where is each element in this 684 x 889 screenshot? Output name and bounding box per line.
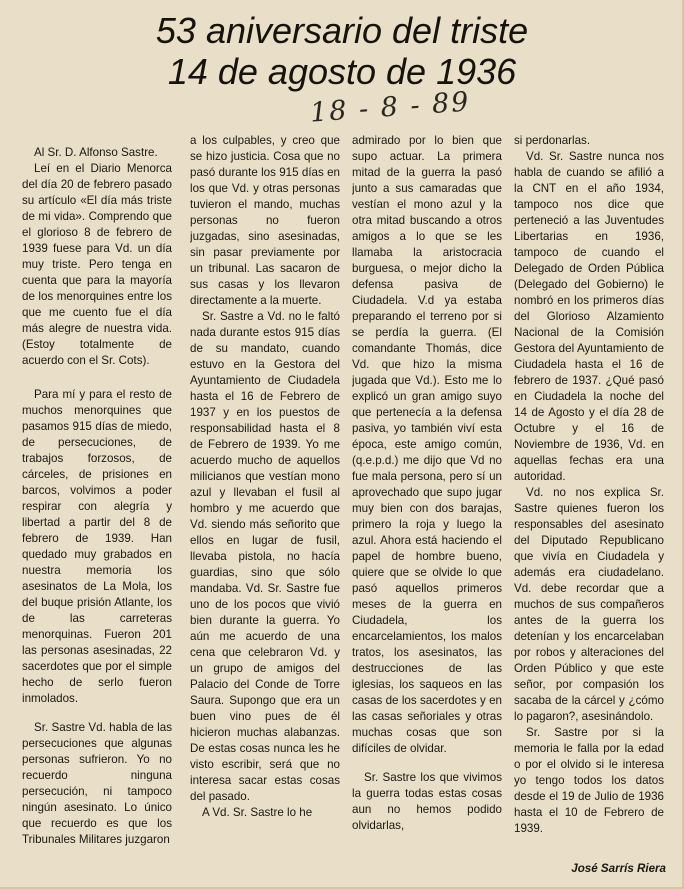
paragraph: Sr. Sastre a Vd. no le faltó nada durante estos 915 días de su mandato, cuando estuvo en la Gestora del Ayuntamiento de Ciudadela hasta el 16 de Febrero de 1937 y en los puestos de responsabilidad hasta el 8 de Febrero de 1939. Yo me acuerdo mucho de aquellos milicianos que vestían mono azul y llevaban el fusil al hombro y me acuerdo que Vd. siendo más señorito que ellos en lugar de fusil, llevaba pistola, no hacía guardias, sino que sólo mandaba. Vd. Sr. Sastre fue uno de los pocos que vivió bien durante la guerra. Yo aún me acuerdo de una cena que celebraron Vd. y un grupo de amigos del Palacio del Conde de Torre Saura. Supongo que era un buen vino pues de él hicieron muchas alabanzas. De estas cosas nunca les he visto escribir, será que no interesa sacar estas cosas del pasado. — [190, 310, 340, 803]
column-1 — [22, 145, 172, 848]
headline-line-1: 53 aniversario del triste — [155, 10, 529, 51]
paragraph: Sr. Sastre por si la memoria le falla por la edad o por el olvido si le interesa yo tengo todos los datos desde el 19 de Julio de 1936 hasta el 10 de Febrero de 1939. — [514, 726, 664, 835]
headline-line-2: 14 de agosto de 1936 — [167, 51, 517, 92]
paragraph: a los culpables, y creo que se hizo justicia. Cosa que no pasó durante los 915 días en los que Vd. y otras personas tuvieron el mando, muchas personas no fueron juzgadas, sino asesinadas, sin pasar previamente por un tribunal. Las sacaron de sus casas y los llevaron directamente a la muerte. — [190, 134, 340, 307]
author-signature: José Sarrís Riera — [571, 862, 666, 875]
paragraph: Sr. Sastre Vd. habla de las persecuciones que algunas personas sufrieron. Yo no recuerdo ninguna persecución, ni tampoco ningún asesinato. Lo único que recuerdo es que los Tribunales Militares juzgaron — [22, 721, 172, 846]
handwritten-date: 18 - 8 - 89 — [309, 86, 472, 129]
headline — [0, 10, 684, 92]
paragraph: Al Sr. D. Alfonso Sastre. — [34, 146, 158, 159]
article-body — [22, 133, 670, 881]
paragraph: Vd. Sr. Sastre nunca nos habla de cuando se afilió a la CNT en el año 1934, tampoco nos dice que perteneció a las Juventudes Libertarias en 1936, tampoco de cuando el Delegado de Orden Pública (Delegado del Gobierno) le nombró en los primeros días del Glorioso Alzamiento Nacional de la Comisión Gestora del Ayuntamiento de Ciudadela hasta el 16 de febrero de 1937. ¿Qué pasó en Ciudadela la noche del 14 de Agosto y el día 28 de Octubre y el 16 de Noviembre de 1936, Vd. en aquellas fechas era una autoridad. — [514, 150, 664, 483]
column-3 — [352, 133, 502, 834]
paragraph: Leí en el Diario Menorca del día 20 de febrero pasado su artículo «El día más triste de mi vida». Comprendo que el glorioso 8 de febrero de 1939 fuese para Vd. un día muy triste. Pero tenga en cuenta que para la mayoría de los menorquines entre los que me cuento fue el día más alegre de nuestra vida. (Estoy totalmente de acuerdo con el Sr. Cots). — [22, 162, 172, 367]
paragraph: Vd. no nos explica Sr. Sastre quienes fueron los responsables del asesinato del Diputado Republicano que vivía en Ciudadela y además era ciudadelano. Vd. debe recordar que a muchos de sus compañeros antes de la guerra los detenían y los encarcelaban por robos y alteraciones del Orden Público y que este señor, por compasión los sacaba de la cárcel y ¿cómo lo pagaron?, asesinándolo. — [514, 486, 664, 723]
paragraph: Para mí y para el resto de muchos menorquines que pasamos 915 días de miedo, de persecuciones, de trabajos forzosos, de cárceles, de prisiones en barcos, volvimos a poder respirar con alegría y libertad a partir del 8 de febrero de 1939. Han quedado muy grabados en nuestra memoria los asesinatos de La Mola, los del buque prisión Atlante, los de las carreteras menorquinas. Fueron 201 las personas asesinadas, 22 sacerdotes que por el simple hecho de serlo fueron inmolados. — [22, 388, 172, 705]
column-4 — [514, 133, 664, 837]
paragraph: Sr. Sastre los que vivimos la guerra todas estas cosas aun no hemos podido olvidarlas, — [352, 771, 502, 832]
paragraph: si perdonarlas. — [514, 134, 591, 147]
paragraph: A Vd. Sr. Sastre lo he — [202, 806, 313, 819]
paragraph: admirado por lo bien que supo actuar. La primera mitad de la guerra la pasó junto a sus camaradas que vestían el mono azul y la otra mitad buscando a otros amigos a lo que se les llamaba la aristocracia burguesa, o mejor dicho la defensa pasiva de Ciudadela. V.d ya estaba preparando el terreno por si se perdía la guerra. (El comandante Thomás, dice Vd. que hizo la misma jugada que Vd.). Esto me lo explicó un gran amigo suyo que pertenecía a la defensa pasiva, yo también viví esta época, este amigo común, (q.e.p.d.) me dijo que Vd no fue mala persona, pero sí un aprovechado que supo jugar muy bien con dos barajas, primero la roja y luego la azul. Ahora está haciendo el papel de hombre bueno, quiere que se olvide lo que pasó aquellos primeros meses de la guerra en Ciudadela, los encarcelamientos, los malos tratos, los asesinatos, las destrucciones de las iglesias, los saqueos en las casas de los sacerdotes y en las casas señoriales y otras muchas cosas que son difíciles de olvidar. — [352, 134, 502, 755]
column-2 — [190, 133, 340, 821]
